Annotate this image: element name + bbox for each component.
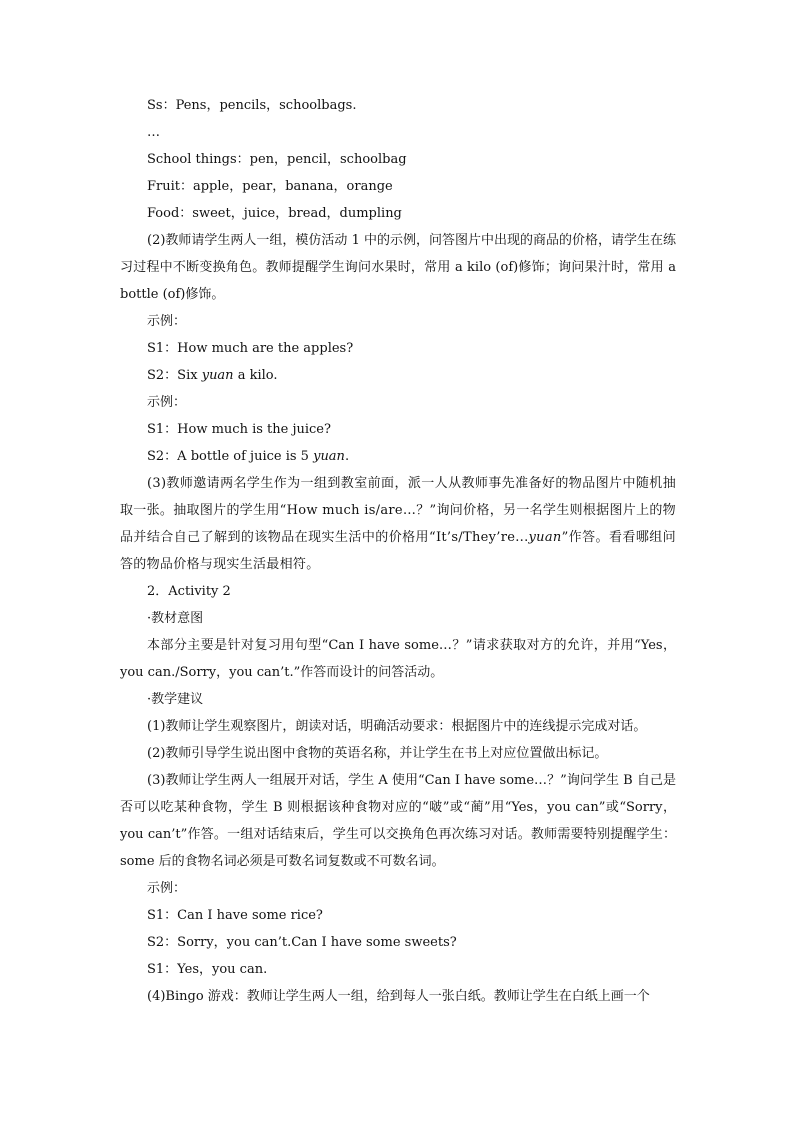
example-1-s2-yuan: yuan [201,368,234,383]
example-1-s2-pre: S2：Six [147,368,202,383]
suggestion-2: (2)教师引导学生说出图中食物的英语名称，并让学生在书上对应位置做出标记。 [147,746,608,761]
suggestion-label: ·教学建议 [147,692,204,707]
intent-text: 本部分主要是针对复习用句型“Can I have some…？”请求获取对方的允许，并用“Yes，you can./Sorry，you can’t.”作答而设计的问答活动。 [120,638,676,680]
example-label-2: 示例： [147,395,187,410]
intent-label: ·教材意图 [147,611,204,626]
example-1-s2 [120,362,676,389]
paragraph-step-3-post: ”作答。看看哪组问答的物品价格与现实生活最相符。 [120,530,676,572]
activity-2-heading: 2．Activity 2 [147,584,231,599]
suggestion-4: (4)Bingo 游戏：教师让学生两人一组，给到每人一张白纸。教师让学生在白纸上画一个 [147,989,650,1004]
text-line-food: Food：sweet，juice，bread，dumpling [147,206,402,221]
paragraph-step-3-pre: (3)教师邀请两名学生作为一组到教室前面，派一人从教师事先准备好的物品图片中随机抽取一张。抽取图片的学生用“How much is/are…？”询问价格，另一名学生则根据图片上的物品并结合自己了解到的该物品在现实生活中的价格用“It’s/They’re... [120,476,676,545]
example-2-s2-post: . [344,449,350,464]
example-1-s1: S1：How much are the apples? [147,341,354,356]
example-3-s2: S2：Sorry，you can’t.Can I have some sweets? [147,935,457,950]
example-3-s3: S1：Yes，you can. [147,962,268,977]
example-2-s1: S1：How much is the juice? [147,422,331,437]
example-3-s1: S1：Can I have some rice? [147,908,323,923]
paragraph-step-3 [120,470,676,578]
text-line-ss-answer: Ss：Pens，pencils，schoolbags. [147,98,357,113]
suggestion-1: (1)教师让学生观察图片，朗读对话，明确活动要求：根据图片中的连线提示完成对话。 [147,719,647,734]
paragraph-step-2: (2)教师请学生两人一组，模仿活动 1 中的示例，问答图片中出现的商品的价格，请学生在练习过程中不断变换角色。教师提醒学生询问水果时，常用 a kilo (of)修饰；询问果汁时，常用 a bottle (of)修饰。 [120,233,676,302]
paragraph-step-3-yuan: yuan [528,530,562,545]
example-label-3: 示例： [147,881,187,896]
example-2-s2 [120,443,676,470]
text-line-ellipsis: … [147,125,160,140]
text-line-school-things: School things：pen，pencil，schoolbag [147,152,407,167]
example-2-s2-yuan: yuan [313,449,345,464]
text-line-fruit: Fruit：apple，pear，banana，orange [147,179,393,194]
suggestion-3: (3)教师让学生两人一组展开对话，学生 A 使用“Can I have some…？”询问学生 B 自己是否可以吃某种食物，学生 B 则根据该种食物对应的“啵”或“蔺”用“Yes，you can”或“Sorry，you can’t”作答。一组对话结束后，学生可以交换角色再次练习对话。教师需要特别提醒学生：some 后的食物名词必须是可数名词复数或不可数名词。 [120,773,676,869]
example-1-s2-post: a kilo. [233,368,278,383]
example-label-1: 示例： [147,314,187,329]
document-page [120,92,676,1010]
example-2-s2-pre: S2：A bottle of juice is 5 [147,449,314,464]
